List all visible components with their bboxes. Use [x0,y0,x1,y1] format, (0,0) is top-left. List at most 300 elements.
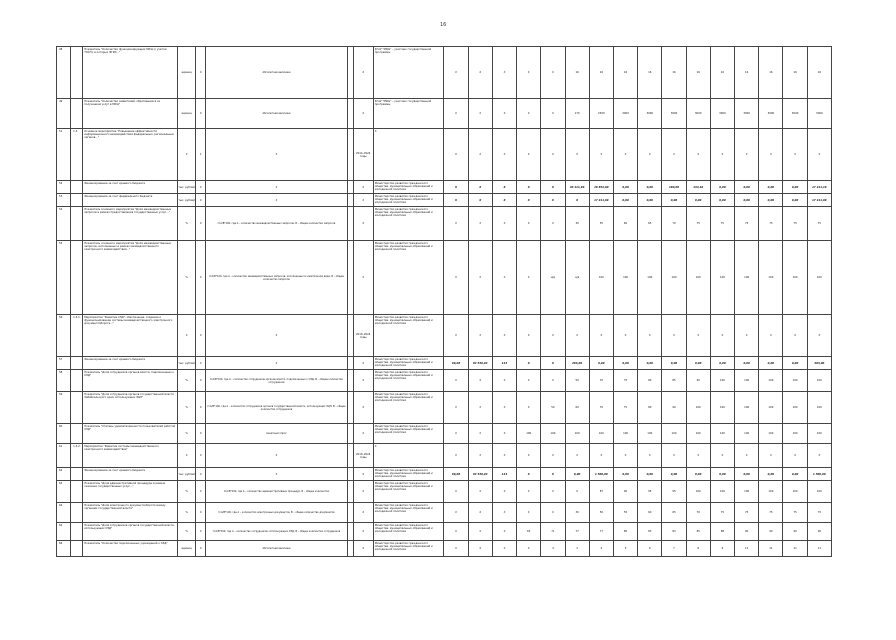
row-value-cell: н/д [541,241,565,315]
row-period-cell: 2014–2024 годы [353,315,373,357]
row-value-cell: 100 [783,392,807,424]
row-value-cell: 65 [638,207,662,241]
row-value-cell: 77 [589,523,613,541]
row-value-cell: 0 [565,481,589,503]
row-value-cell: Х [735,444,759,468]
table-row [57,541,832,557]
row-value-cell: Х [468,503,492,523]
row-number-cell: 54 [57,207,71,241]
row-value-cell: 100 [735,424,759,444]
row-name-cell: Показатель "Количество подключенных учреждений к СЭД" [83,541,178,557]
table-row [57,207,832,241]
row-period-cell: Х [353,523,373,541]
row-value-cell: 60 [613,207,637,241]
row-value-cell: 100 [686,392,710,424]
row-value-cell: 50 [589,503,613,523]
row-value-cell: Х [444,194,468,207]
row-value-cell: Х [444,424,468,444]
row-value-cell: Х [468,194,492,207]
row-value-cell: Х [565,315,589,357]
row-value-cell: 75 [613,370,637,392]
row-value-cell: Х [468,481,492,503]
row-value-cell: 80 [638,392,662,424]
row-value-cell: Х [444,99,468,129]
row-period-cell: Х [353,194,373,207]
row-value-cell: 0,00 [759,357,783,370]
row-unit-cell: тыс. рублей [178,468,196,481]
row-value-cell: 3000 [807,99,831,129]
row-subnumber-cell: 1.3.2. [71,444,83,468]
row-executor-cell: Министерство развития гражданского общества, муниципальных образований и молодежной политики [373,392,444,424]
row-name-cell: Основное мероприятие "Повышение эффективности информационного взаимодействия федеральных, региональных органов..." [83,129,178,181]
row-unit-cell: % [178,370,196,392]
row-value-cell: 100 [686,424,710,444]
row-value-cell: 283,00 [807,357,831,370]
row-value-cell: Х [613,444,637,468]
row-value-cell: 0,00 [638,181,662,194]
row-executor-cell: Министерство развития гражданского общества, муниципальных образований и молодежной политики [373,207,444,241]
row-value-cell: Х [541,370,565,392]
row-value-cell: 134,10 [686,181,710,194]
row-number-cell: 57 [57,357,71,370]
row-method-cell: Абсолютная величина [206,47,347,99]
row-value-cell: Х [807,444,831,468]
row-value-cell: Х [517,503,541,523]
row-value-cell: 100 [807,392,831,424]
row-method-cell: Х [206,181,347,194]
row-subnumber-cell: 1.3.1. [71,315,83,357]
row-value-cell: 0,00 [589,357,613,370]
row-value-cell: Х [541,207,565,241]
row-value-cell: 17 211,99 [807,194,831,207]
row-value-cell: Х [517,207,541,241]
row-value-cell: 100 [638,424,662,444]
row-period-cell: 2014–2024 годы [353,129,373,181]
row-value-cell: 0,00 [710,194,734,207]
row-value-cell: Х [565,194,589,207]
row-method-cell: Абсолютная величина [206,99,347,129]
row-value-cell: Х [541,357,565,370]
row-value-cell: 0,00 [638,357,662,370]
row-value-cell: Х [444,207,468,241]
row-value-cell: Х [468,523,492,541]
row-value-cell: 71 [541,523,565,541]
table-row [57,424,832,444]
row-number-cell: 65 [57,523,71,541]
row-value-cell: 100 [783,481,807,503]
row-number-cell: 48 [57,47,71,99]
row-value-cell: 40 111,99 [565,181,589,194]
row-value-cell: 11 [807,541,831,557]
row-value-cell: 0,00 [710,181,734,194]
row-value-cell: Х [492,241,516,315]
row-subnumber-cell [71,541,83,557]
row-value-cell: 90 [807,523,831,541]
row-value-cell: 113 [492,468,516,481]
row-value-cell: 30 [565,503,589,523]
row-executor-cell: Министерство развития гражданского общества, муниципальных образований и молодежной политики [373,315,444,357]
row-value-cell: 75 [613,392,637,424]
row-value-cell: Х [468,444,492,468]
row-value-cell: 16 [783,47,807,99]
row-value-cell: Х [686,129,710,181]
row-unit-cell: единиц [178,541,196,557]
row-value-cell: 100 [807,241,831,315]
row-value-cell: Х [492,523,516,541]
row-value-cell: 100 [783,241,807,315]
row-value-cell: Х [492,370,516,392]
row-value-cell: Х [492,424,516,444]
row-value-cell: Х [517,481,541,503]
row-executor-cell: Министерство развития гражданского общества, муниципальных образований и молодежной политики [373,424,444,444]
row-value-cell: Х [710,444,734,468]
row-value-cell: Х [589,444,613,468]
row-value-cell: Х [517,370,541,392]
row-executor-cell: Министерство развития гражданского общества, муниципальных образований и молодежной политики [373,523,444,541]
row-value-cell: 90 [783,523,807,541]
row-subnumber-cell [71,424,83,444]
row-value-cell: Х [517,357,541,370]
row-method-cell: Х [206,315,347,357]
row-value-cell: Х [759,315,783,357]
row-value-cell: 2300 [589,99,613,129]
row-method-cell: Х [206,468,347,481]
row-value-cell: Х [492,481,516,503]
row-value-cell: 18 852,90 [589,181,613,194]
row-flag-cell: Х [196,523,206,541]
row-value-cell: 0,00 [710,357,734,370]
row-name-cell: Показатель "Доля сотрудников органов государственной власти Забайкальского края, использующих ЭЦП" [83,392,178,424]
row-value-cell: Х [444,481,468,503]
row-value-cell: 7 [662,541,686,557]
row-value-cell: 3000 [783,99,807,129]
row-value-cell: Х [662,129,686,181]
row-value-cell: Х [686,315,710,357]
row-value-cell: Х [541,481,565,503]
row-value-cell: Х [492,207,516,241]
row-value-cell: 0,00 [783,468,807,481]
row-number-cell: 56 [57,315,71,357]
row-value-cell: 0,00 [735,468,759,481]
table-row [57,444,832,468]
row-flag-cell: Х [196,207,206,241]
row-value-cell: Х [492,315,516,357]
row-value-cell: 100 [735,481,759,503]
row-value-cell: Х [589,315,613,357]
row-value-cell: Х [541,129,565,181]
row-flag-cell: 1 [196,129,206,181]
row-executor-cell: Министерство развития гражданского общества, муниципальных образований и молодежной политики [373,357,444,370]
row-value-cell: 70 [686,503,710,523]
row-executor-cell: Министерство развития гражданского общества, муниципальных образований и молодежной политики [373,468,444,481]
row-name-cell: Финансирование за счет краевого бюджета [83,357,178,370]
row-value-cell: 70 [589,392,613,424]
row-method-cell: Абсолютная величина [206,541,347,557]
row-unit-cell: Х [178,444,196,468]
row-value-cell: Х [541,315,565,357]
row-value-cell: Х [468,392,492,424]
row-value-cell: Х [517,194,541,207]
row-value-cell: Х [492,194,516,207]
table-row [57,503,832,523]
row-value-cell: 75 [735,503,759,523]
row-value-cell: Х [517,468,541,481]
row-value-cell: Х [444,444,468,468]
row-period-cell: Х [353,207,373,241]
row-value-cell: 90 [759,523,783,541]
table-body [57,47,832,557]
row-name-cell: Показатель "Доля административной процедуры в рамках оказания государственных услуг..." [83,481,178,503]
row-value-cell: 3000 [662,99,686,129]
row-value-cell: 0,00 [783,357,807,370]
row-method-cell: Х [206,194,347,207]
row-value-cell: Х [444,370,468,392]
row-value-cell: Х [686,444,710,468]
row-subnumber-cell [71,503,83,523]
row-flag-cell: Х [196,503,206,523]
row-subnumber-cell [71,99,83,129]
row-name-cell: Финансирование за счет краевого бюджета [83,181,178,194]
row-value-cell: 75 [759,503,783,523]
table-row [57,181,832,194]
row-value-cell: 3000 [686,99,710,129]
row-executor-cell: Министерство развития гражданского общества, муниципальных образований и молодежной политики [373,194,444,207]
row-value-cell: 75 [710,503,734,523]
row-value-cell: Х [638,444,662,468]
row-subnumber-cell [71,370,83,392]
row-period-cell: Х [353,392,373,424]
table-row [57,481,832,503]
row-value-cell: 16 [710,47,734,99]
row-value-cell: 55 [589,207,613,241]
row-value-cell: 0,00 [565,468,589,481]
page-number: 16 [440,22,447,28]
row-value-cell: 0,00 [662,468,686,481]
row-value-cell: Х [492,47,516,99]
row-period-cell: Х [353,99,373,129]
row-value-cell: Х [613,129,637,181]
row-value-cell: Х [517,444,541,468]
row-method-cell: I=A/B*100, где A – количество межведомственных запросов, B – общее количество запросов [206,207,347,241]
row-value-cell: 60 [565,392,589,424]
row-value-cell: 0,00 [735,194,759,207]
row-unit-cell: тыс. рублей [178,194,196,207]
row-value-cell: 100 [735,370,759,392]
row-value-cell: 100 [807,370,831,392]
row-value-cell: Х [517,99,541,129]
row-period-cell: Х [353,468,373,481]
row-value-cell: Х [638,129,662,181]
row-value-cell: 65 [662,503,686,523]
row-value-cell: 75 [735,207,759,241]
row-value-cell: Х [710,315,734,357]
row-value-cell: 100 [638,241,662,315]
row-name-cell: Показатель "Количество функционирующих МФЦ (с учетом ТОСП), в которых ФГИС..." [83,47,178,99]
row-flag-cell: Х [196,47,206,99]
row-value-cell: 64 530,94 [468,468,492,481]
row-value-cell: Х [565,129,589,181]
row-value-cell: 1 500,00 [589,468,613,481]
row-value-cell: 0,00 [783,194,807,207]
row-value-cell: Х [613,315,637,357]
row-flag-cell: Х [196,370,206,392]
row-value-cell: Х [492,181,516,194]
row-value-cell: Х [492,541,516,557]
row-name-cell: Показатель "Доля электронного документооборота между органами государственной власти" [83,503,178,523]
row-value-cell: 0,00 [613,181,637,194]
row-number-cell: 49 [57,99,71,129]
row-flag-cell: Х [196,357,206,370]
row-value-cell: 100 [710,392,734,424]
row-executor-cell: Министерство развития гражданского общества, муниципальных образований и молодежной политики [373,181,444,194]
program-indicators-table [56,46,832,557]
row-value-cell: 100 [662,241,686,315]
row-period-cell: Х [353,541,373,557]
row-value-cell: 83 [662,523,686,541]
row-value-cell: Х [517,241,541,315]
row-value-cell: Х [565,444,589,468]
row-name-cell: Мероприятие "Развитие системы межведомственного электронного взаимодействия" [83,444,178,468]
row-value-cell: 11 [759,541,783,557]
row-unit-cell: Х [178,129,196,181]
row-number-cell: 63 [57,481,71,503]
row-value-cell: Х [444,392,468,424]
row-number-cell: 60 [57,424,71,444]
row-subnumber-cell [71,523,83,541]
row-value-cell: Х [468,129,492,181]
row-value-cell: Х [444,129,468,181]
row-value-cell: Х [589,129,613,181]
row-value-cell: 100 [759,424,783,444]
table-row [57,357,832,370]
row-value-cell: 100 [710,424,734,444]
row-method-cell: I=A/B*100, где A – количество электронных документов, B – общее количество документов [206,503,347,523]
row-value-cell: Х [783,444,807,468]
row-value-cell: 0,00 [783,181,807,194]
row-method-cell: I=A/B*100, где A – количество сотрудников, использующих СЭД, B – общее количество сотрудников [206,523,347,541]
row-value-cell: 0,00 [710,468,734,481]
row-value-cell: 16 [638,47,662,99]
row-value-cell: Х [492,129,516,181]
row-value-cell: Х [444,241,468,315]
row-value-cell: Х [783,315,807,357]
row-flag-cell: Х [196,444,206,468]
row-unit-cell: % [178,481,196,503]
row-value-cell: 83 [638,523,662,541]
row-value-cell: 100 [589,424,613,444]
row-value-cell: Х [759,444,783,468]
row-executor-cell: КГАУ "МФЦ" – участник государственной программы [373,47,444,99]
row-value-cell: 3 [541,541,565,557]
row-value-cell: 3000 [613,99,637,129]
row-subnumber-cell [71,392,83,424]
row-value-cell: 70 [589,370,613,392]
row-value-cell: Х [444,315,468,357]
row-subnumber-cell [71,194,83,207]
row-name-cell: Показатель "Доля сотрудников органов государственной власти, использующих СЭД" [83,523,178,541]
row-value-cell: 17 211,19 [807,181,831,194]
row-period-cell: 2014–2024 годы [353,444,373,468]
row-subnumber-cell [71,357,83,370]
row-value-cell: 75 [783,503,807,523]
row-value-cell: 100 [735,392,759,424]
row-value-cell: 3000 [759,99,783,129]
row-name-cell: Показатель "Степень удовлетворенности пользователей работой СЭД" [83,424,178,444]
row-value-cell: Х [444,541,468,557]
row-name-cell: Показатель "Доля сотрудников органов власти, подключенных к СЭД" [83,370,178,392]
row-value-cell: 6 [638,541,662,557]
row-value-cell: 0,00 [759,194,783,207]
row-executor-cell: Х [373,129,444,181]
row-flag-cell: Х [196,194,206,207]
row-value-cell: 100 [613,424,637,444]
row-value-cell: 170 [565,99,589,129]
row-value-cell: Х [517,47,541,99]
row-value-cell: Х [468,541,492,557]
row-value-cell: 75 [783,207,807,241]
row-value-cell: Х [492,444,516,468]
row-value-cell: 11 [783,541,807,557]
row-value-cell: 50 [541,392,565,424]
row-value-cell: Х [517,541,541,557]
row-value-cell: Х [468,315,492,357]
row-value-cell: 0,00 [613,357,637,370]
row-value-cell: 80 [638,370,662,392]
row-value-cell: 16 [662,47,686,99]
row-name-cell: Показатель основного мероприятия "Доля межведомственных запросов, исполненных в рамках межведомственного электронного взаимодействия..." [83,241,178,315]
row-value-cell: 85 [662,370,686,392]
row-value-cell: 87 [589,481,613,503]
row-value-cell: 100 [710,370,734,392]
row-value-cell: Х [517,181,541,194]
row-value-cell: 100 [710,481,734,503]
row-value-cell: Х [541,503,565,523]
row-value-cell: 0,00 [613,194,637,207]
row-executor-cell: Министерство развития гражданского общества, муниципальных образований и молодежной политики [373,370,444,392]
table-row [57,194,832,207]
row-value-cell: 100 [541,424,565,444]
row-value-cell: 100 [807,424,831,444]
row-subnumber-cell: 1.3. [71,129,83,181]
row-flag-cell: Х [196,241,206,315]
row-subnumber-cell [71,241,83,315]
row-value-cell: Х [807,129,831,181]
table-row [57,392,832,424]
row-value-cell: Х [662,444,686,468]
row-method-cell: I=A/B*100, где A – количество межведомственных запросов, исполненных в электронном виде, B – общее количество запросов [206,241,347,315]
table-row [57,468,832,481]
row-value-cell: 75 [807,503,831,523]
row-value-cell: 100 [759,241,783,315]
row-value-cell: 4 [589,541,613,557]
row-value-cell: 100 [589,241,613,315]
row-value-cell: 95 [662,481,686,503]
row-value-cell: 75 [759,207,783,241]
row-number-cell: 66 [57,541,71,557]
row-value-cell: 16 [686,47,710,99]
row-method-cell: Анкетный опрос [206,424,347,444]
row-value-cell: Х [468,181,492,194]
table-row [57,129,832,181]
row-value-cell: 0,00 [735,181,759,194]
row-value-cell: 50 [565,370,589,392]
row-value-cell: 3000 [638,99,662,129]
row-period-cell: Х [353,370,373,392]
row-value-cell: 16 [735,47,759,99]
row-flag-cell: Х [196,481,206,503]
row-period-cell: Х [353,481,373,503]
table-row [57,99,832,129]
